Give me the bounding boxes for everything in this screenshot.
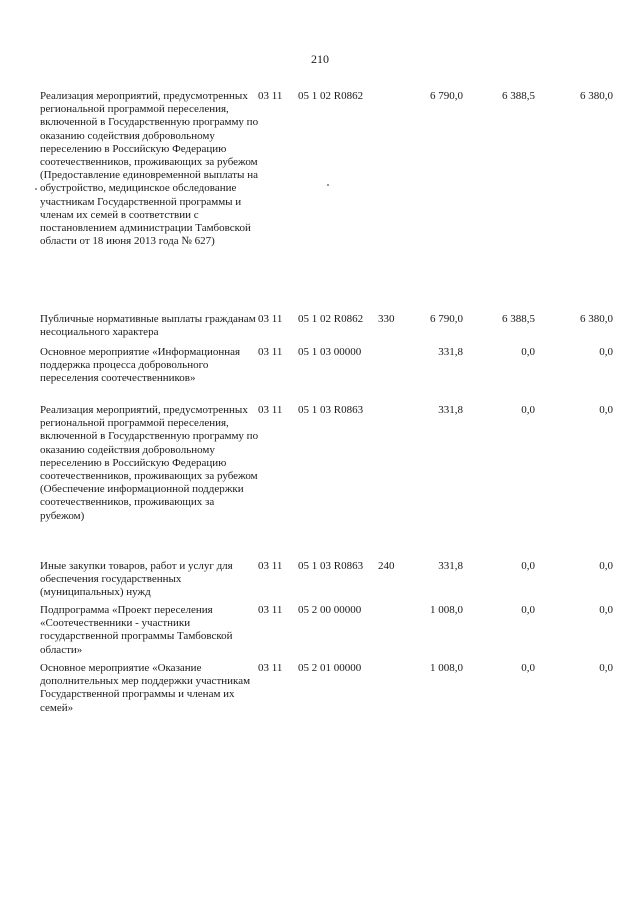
amount-year-1: 1 008,0 xyxy=(430,604,463,616)
amount-year-3: 0,0 xyxy=(599,560,613,572)
row-description: Основное мероприятие «Оказание дополнительных мер поддержки участникам Государственной программы и членам их семей» xyxy=(40,662,251,714)
amount-year-3: 0,0 xyxy=(599,662,613,674)
amount-year-3: 0,0 xyxy=(599,404,613,416)
amount-year-3: 6 380,0 xyxy=(580,90,613,102)
amount-year-3: 0,0 xyxy=(599,604,613,616)
amount-year-1: 6 790,0 xyxy=(430,90,463,102)
section-code: 03 11 xyxy=(258,662,283,674)
row-description: Публичные нормативные выплаты гражданам несоциального характера xyxy=(40,313,256,339)
target-article-code: 05 1 03 R0863 xyxy=(298,560,364,572)
amount-year-2: 0,0 xyxy=(521,560,535,572)
amount-year-2: 0,0 xyxy=(521,662,535,674)
row-description: Реализация мероприятий, предусмотренных региональной программой переселения, включенной в Государственную программу по оказанию содействия добровольному переселению в Российскую Федерацию соотечественников, проживающих за рубежом (Предоставление единовременной выплаты на обустройство, медицинское обследование участникам Государственной программы и членам их семей в соответствии с постановлением администрации Тамбовской области от 18 июня 2013 года № 627) xyxy=(40,90,259,248)
target-article-code: 05 1 03 00000 xyxy=(298,346,362,358)
amount-year-1: 331,8 xyxy=(438,346,463,358)
row-description: Иные закупки товаров, работ и услуг для обеспечения государственных (муниципальных) нужд xyxy=(40,560,233,599)
amount-year-2: 0,0 xyxy=(521,346,535,358)
scan-speck xyxy=(327,184,329,186)
amount-year-3: 0,0 xyxy=(599,346,613,358)
amount-year-2: 0,0 xyxy=(521,404,535,416)
target-article-code: 05 1 02 R0862 xyxy=(298,313,364,325)
row-description: Основное мероприятие «Информационная поддержка процесса добровольного переселения соотечественников» xyxy=(40,346,241,385)
amount-year-3: 6 380,0 xyxy=(580,313,613,325)
row-description: Подпрограмма «Проект переселения «Соотечественники - участники государственной программы Тамбовской области» xyxy=(40,604,233,656)
amount-year-1: 331,8 xyxy=(438,404,463,416)
section-code: 03 11 xyxy=(258,604,283,616)
page-number: 210 xyxy=(311,52,329,66)
amount-year-1: 331,8 xyxy=(438,560,463,572)
section-code: 03 11 xyxy=(258,404,283,416)
expense-type-code: 240 xyxy=(378,560,395,572)
row-description: Реализация мероприятий, предусмотренных региональной программой переселения, включенной в Государственную программу по оказанию содействия добровольному переселению в Российскую Федерацию соотечественников, проживающих за рубежом (Обеспечение информационной поддержки соотечественников, проживающих за рубежом) xyxy=(40,404,259,522)
target-article-code: 05 1 03 R0863 xyxy=(298,404,364,416)
target-article-code: 05 2 00 00000 xyxy=(298,604,362,616)
expense-type-code: 330 xyxy=(378,313,395,325)
section-code: 03 11 xyxy=(258,313,283,325)
amount-year-2: 6 388,5 xyxy=(502,313,535,325)
amount-year-1: 6 790,0 xyxy=(430,313,463,325)
section-code: 03 11 xyxy=(258,560,283,572)
target-article-code: 05 1 02 R0862 xyxy=(298,90,364,102)
section-code: 03 11 xyxy=(258,90,283,102)
scan-speck xyxy=(35,188,37,190)
amount-year-2: 0,0 xyxy=(521,604,535,616)
target-article-code: 05 2 01 00000 xyxy=(298,662,362,674)
amount-year-2: 6 388,5 xyxy=(502,90,535,102)
section-code: 03 11 xyxy=(258,346,283,358)
amount-year-1: 1 008,0 xyxy=(430,662,463,674)
